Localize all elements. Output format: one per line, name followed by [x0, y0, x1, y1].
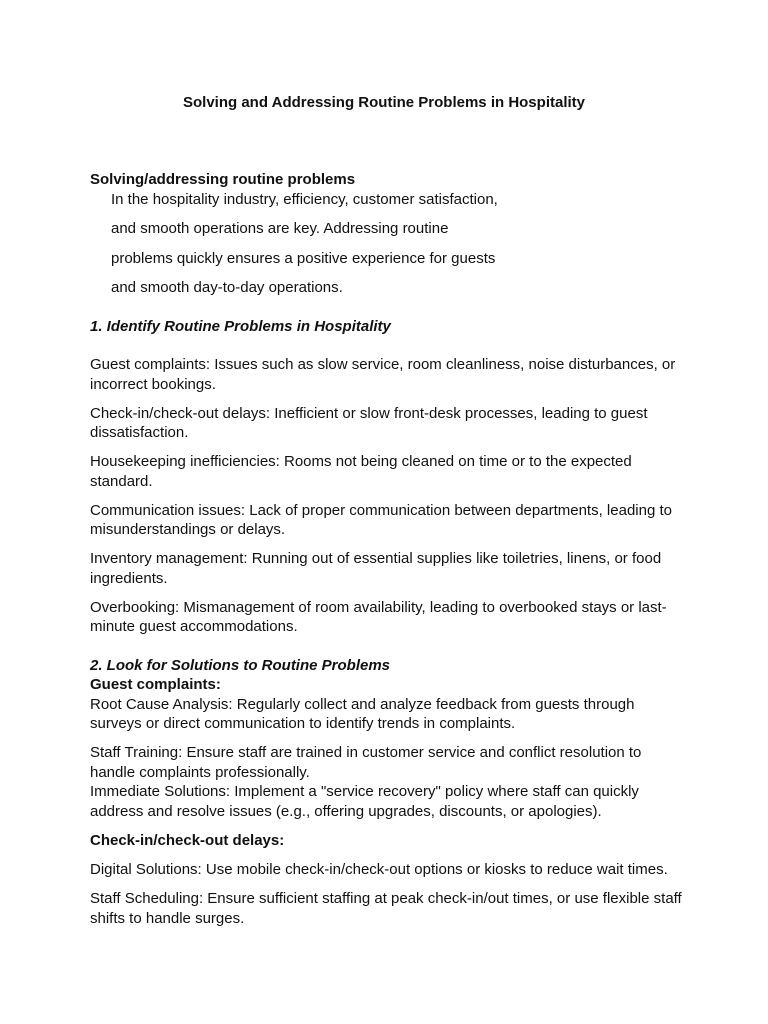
problem-item-guest-complaints: Guest complaints: Issues such as slow service, room cleanliness, noise disturbances, or incorrect bookings.: [90, 356, 676, 393]
check-in-out-heading: Check-in/check-out delays:: [90, 831, 285, 849]
solution-staff-training: Staff Training: Ensure staff are trained in customer service and conflict resolution to handle complaints professionally.: [90, 744, 642, 781]
intro-line: and smooth operations are key. Addressing routine: [111, 220, 449, 237]
problem-item-communication: Communication issues: Lack of proper communication between departments, leading to misunderstandings or delays.: [90, 501, 672, 538]
intro-text: [90, 190, 690, 298]
solution-root-cause: Root Cause Analysis: Regularly collect and analyze feedback from guests through surveys or direct communication to identify trends in complaints.: [90, 695, 635, 732]
intro-line: In the hospitality industry, efficiency, customer satisfaction,: [111, 190, 498, 208]
solution-immediate: Immediate Solutions: Implement a "service recovery" policy where staff can quickly address and resolve issues (e.g., offering upgrades, discounts, or apologies).: [90, 783, 639, 820]
section-2-heading: 2. Look for Solutions to Routine Problems: [90, 656, 391, 674]
problem-item-check-in-delays: Check-in/check-out delays: Inefficient or slow front-desk processes, leading to guest dissatisfaction.: [90, 404, 648, 441]
problem-item-housekeeping: Housekeeping inefficiencies: Rooms not being cleaned on time or to the expected standard.: [90, 453, 632, 490]
intro-line: problems quickly ensures a positive experience for guests: [111, 249, 496, 267]
problem-item-inventory: Inventory management: Running out of essential supplies like toiletries, linens, or food ingredients.: [90, 550, 662, 587]
document-body: [90, 170, 690, 938]
document-title: Solving and Addressing Routine Problems in Hospitality: [183, 94, 585, 111]
problem-item-overbooking: Overbooking: Mismanagement of room availability, leading to overbooked stays or last-minute guest accommodations.: [90, 598, 667, 635]
intro-line: and smooth day-to-day operations.: [111, 279, 343, 296]
guest-complaints-heading: Guest complaints:: [90, 676, 221, 693]
solution-staff-scheduling: Staff Scheduling: Ensure sufficient staffing at peak check-in/out times, or use flexible staff shifts to handle surges.: [90, 890, 682, 927]
solution-digital: Digital Solutions: Use mobile check-in/check-out options or kiosks to reduce wait times.: [90, 861, 668, 878]
section-1-heading: 1. Identify Routine Problems in Hospitality: [90, 317, 391, 335]
intro-heading: Solving/addressing routine problems: [90, 171, 356, 188]
